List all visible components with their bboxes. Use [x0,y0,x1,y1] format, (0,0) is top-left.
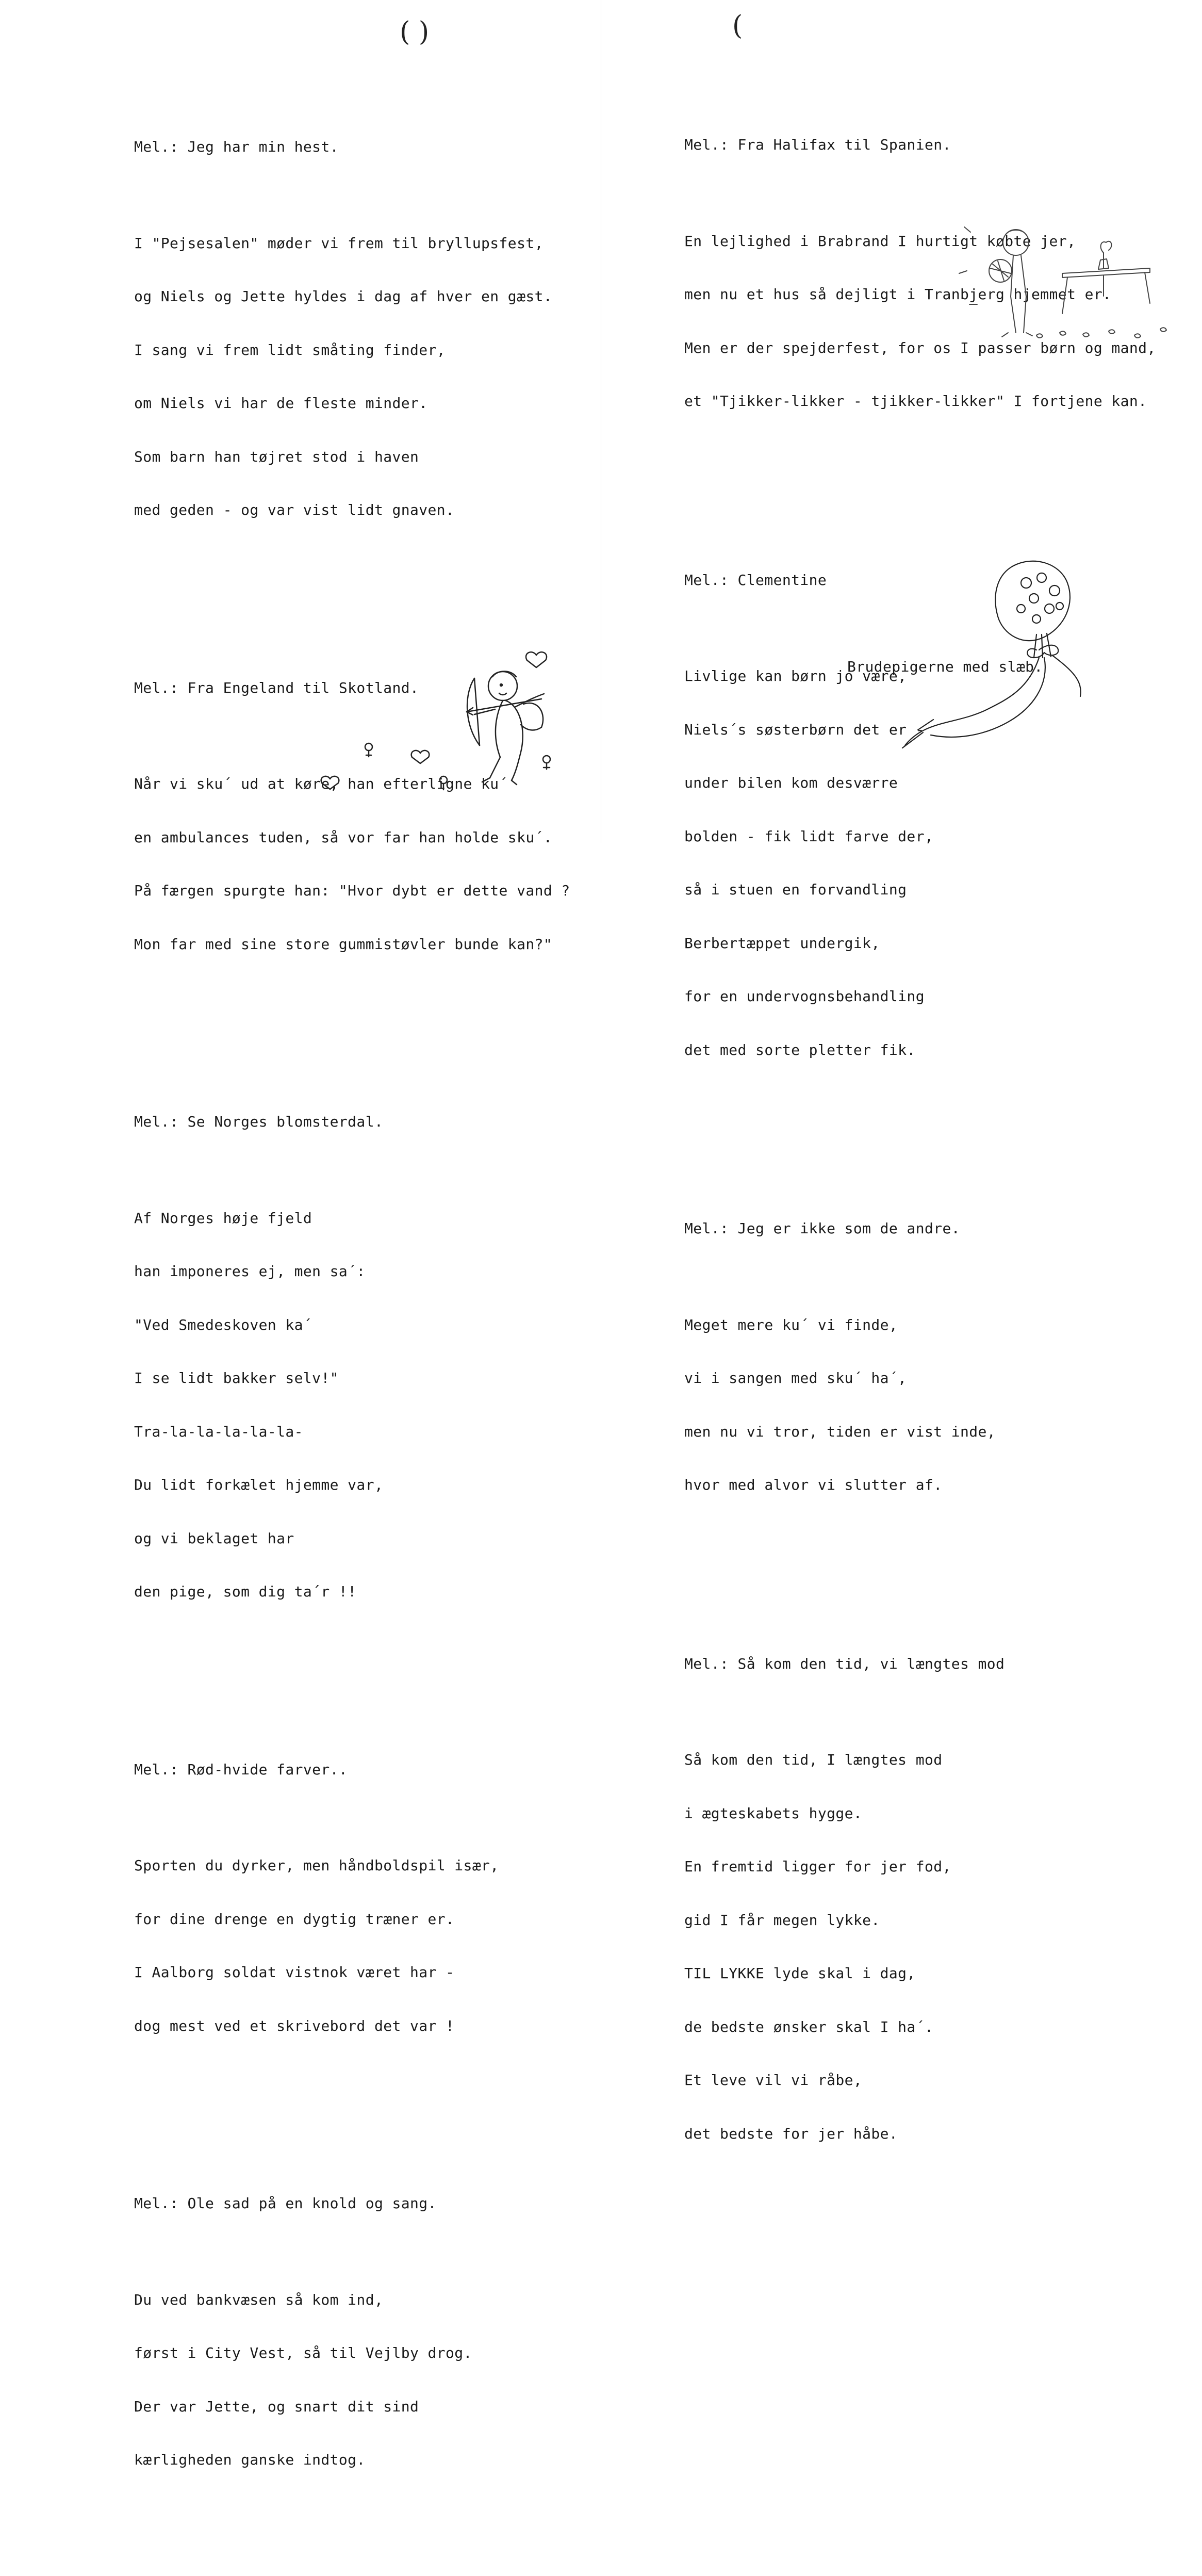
verse-line: Af Norges høje fjeld [134,1209,312,1227]
melody-label: Mel.: Fra Halifax til Spanien. [684,136,951,153]
verse-line: En fremtid ligger for jer fod, [684,1858,951,1875]
song-9 [684,1620,1156,2214]
song-5 [134,2159,570,2540]
verse-line: En lejlighed i Brabrand I hurtigt købte jer, [684,232,1076,250]
verse-line: Du lidt forkælet hjemme var, [134,1476,384,1493]
verse [134,2256,570,2505]
cupid-drawing-icon [320,645,578,800]
verse-line: "Ved Smedeskoven ka´ [134,1316,312,1333]
verse-line: Meget mere ku´ vi finde, [684,1316,898,1333]
left-page [0,0,601,2468]
verse-line: for dine drenge en dygtig træner er. [134,1910,455,1928]
right-songs [684,65,1156,2232]
verse-line: Der var Jette, og snart dit sind [134,2398,419,2415]
melody-label: Mel.: Ole sad på en knold og sang. [134,2195,437,2212]
verse-line: det med sorte pletter fik. [684,1041,916,1058]
melody-label: Mel.: Fra Engeland til Skotland. [134,679,419,696]
song-8 [684,1184,1156,1566]
verse-line: Tra-la-la-la-la-la- [134,1423,303,1440]
verse-line: et "Tjikker-likker - tjikker-likker" I fortjene kan. [684,393,1147,410]
child-with-ball-drawing-icon [949,217,1186,371]
verse-line: Som barn han tøjret stod i haven [134,448,419,465]
song-3 [134,1078,570,1672]
bouquet-drawing-icon [887,552,1114,758]
verse-line: for en undervognsbehandling [684,988,925,1005]
punch-hole-mark: ( [732,10,743,41]
signature: Brudepigerne med slæb. [847,658,1043,675]
verse-line: Mon far med sine store gummistøvler bunde kan?" [134,935,553,953]
verse-line: Et leve vil vi råbe, [684,2072,863,2089]
verse-line: bolden - fik lidt farve der, [684,827,934,845]
melody-label: Mel.: Rød-hvide farver.. [134,1760,348,1778]
verse-line: Så kom den tid, I længtes mod [684,1751,943,1768]
verse-line: I Aalborg soldat vistnok været har - [134,1964,455,1981]
verse-line: Berbertæppet undergik, [684,934,880,952]
melody-label: Mel.: Clementine [684,571,827,589]
verse-line: Når vi sku´ ud at køre, han efterligne ku´ [134,775,508,792]
verse-line: under bilen kom desværre [684,774,898,791]
melody-label: Mel.: Så kom den tid, vi længtes mod [684,1655,1005,1672]
verse-line: Du ved bankvæsen så kom ind, [134,2291,384,2308]
melody-label: Mel.: Se Norges blomsterdal. [134,1113,384,1130]
verse-line: de bedste ønsker skal I ha´. [684,2018,934,2035]
punch-hole-mark: ( ) [400,17,430,47]
verse [684,1716,1156,2178]
verse-line: I "Pejsesalen" møder vi frem til bryllupsfest, [134,234,544,252]
verse-line: gid I får megen lykke. [684,1911,880,1929]
verse-line: først i City Vest, så til Vejlby drog. [134,2344,472,2361]
verse-line: På færgen spurgte han: "Hvor dybt er dette vand ? [134,882,570,899]
verse-line: og Niels og Jette hyldes i dag af hver en gæst. [134,288,553,305]
verse-line: Men er der spejderfest, for os I passer børn og mand, [684,339,1156,356]
verse-line: vi i sangen med sku´ ha´, [684,1369,907,1387]
song-1 [134,103,570,591]
verse-line: dog mest ved et skrivebord det var ! [134,2017,455,2034]
verse [134,1174,570,1637]
verse-line: I sang vi frem lidt småting finder, [134,341,446,358]
verse-line: den pige, som dig ta´r !! [134,1583,357,1600]
verse-line: Sporten du dyrker, men håndboldspil især, [134,1857,499,1874]
melody-label: Mel.: Jeg er ikke som de andre. [684,1220,960,1237]
verse-line: om Niels vi har de fleste minder. [134,395,428,412]
left-songs [134,67,570,2576]
verse-line: hvor med alvor vi slutter af. [684,1476,943,1493]
verse [684,1281,1156,1530]
verse-line: det bedste for jer håbe. [684,2125,898,2142]
verse [134,1821,570,2070]
verse-line: så i stuen en forvandling [684,881,907,898]
verse-line: en ambulances tuden, så vor far han holde sku´. [134,828,553,846]
verse-line: med geden - og var vist lidt gnaven. [134,501,455,518]
verse-line: i ægteskabets hygge. [684,1804,863,1822]
verse-line: TIL LYKKE lyde skal i dag, [684,1965,916,1982]
verse-line: han imponeres ej, men sa´: [134,1263,366,1280]
verse-line: I se lidt bakker selv!" [134,1369,339,1387]
verse-line: men nu vi tror, tiden er vist inde, [684,1423,996,1440]
verse-line: Niels´s søsterbørn det er - [684,721,925,738]
verse-line: og vi beklaget har [134,1529,294,1547]
verse [134,199,570,555]
melody-label: Mel.: Jeg har min hest. [134,138,339,155]
verse-line: kærligheden ganske indtog. [134,2451,366,2468]
verse-line: Livlige kan børn jo være, [684,667,907,684]
verse-line: men nu et hus så dejligt i Tranbjerg hjemmet er. [684,286,1112,303]
song-4 [134,1725,570,2107]
